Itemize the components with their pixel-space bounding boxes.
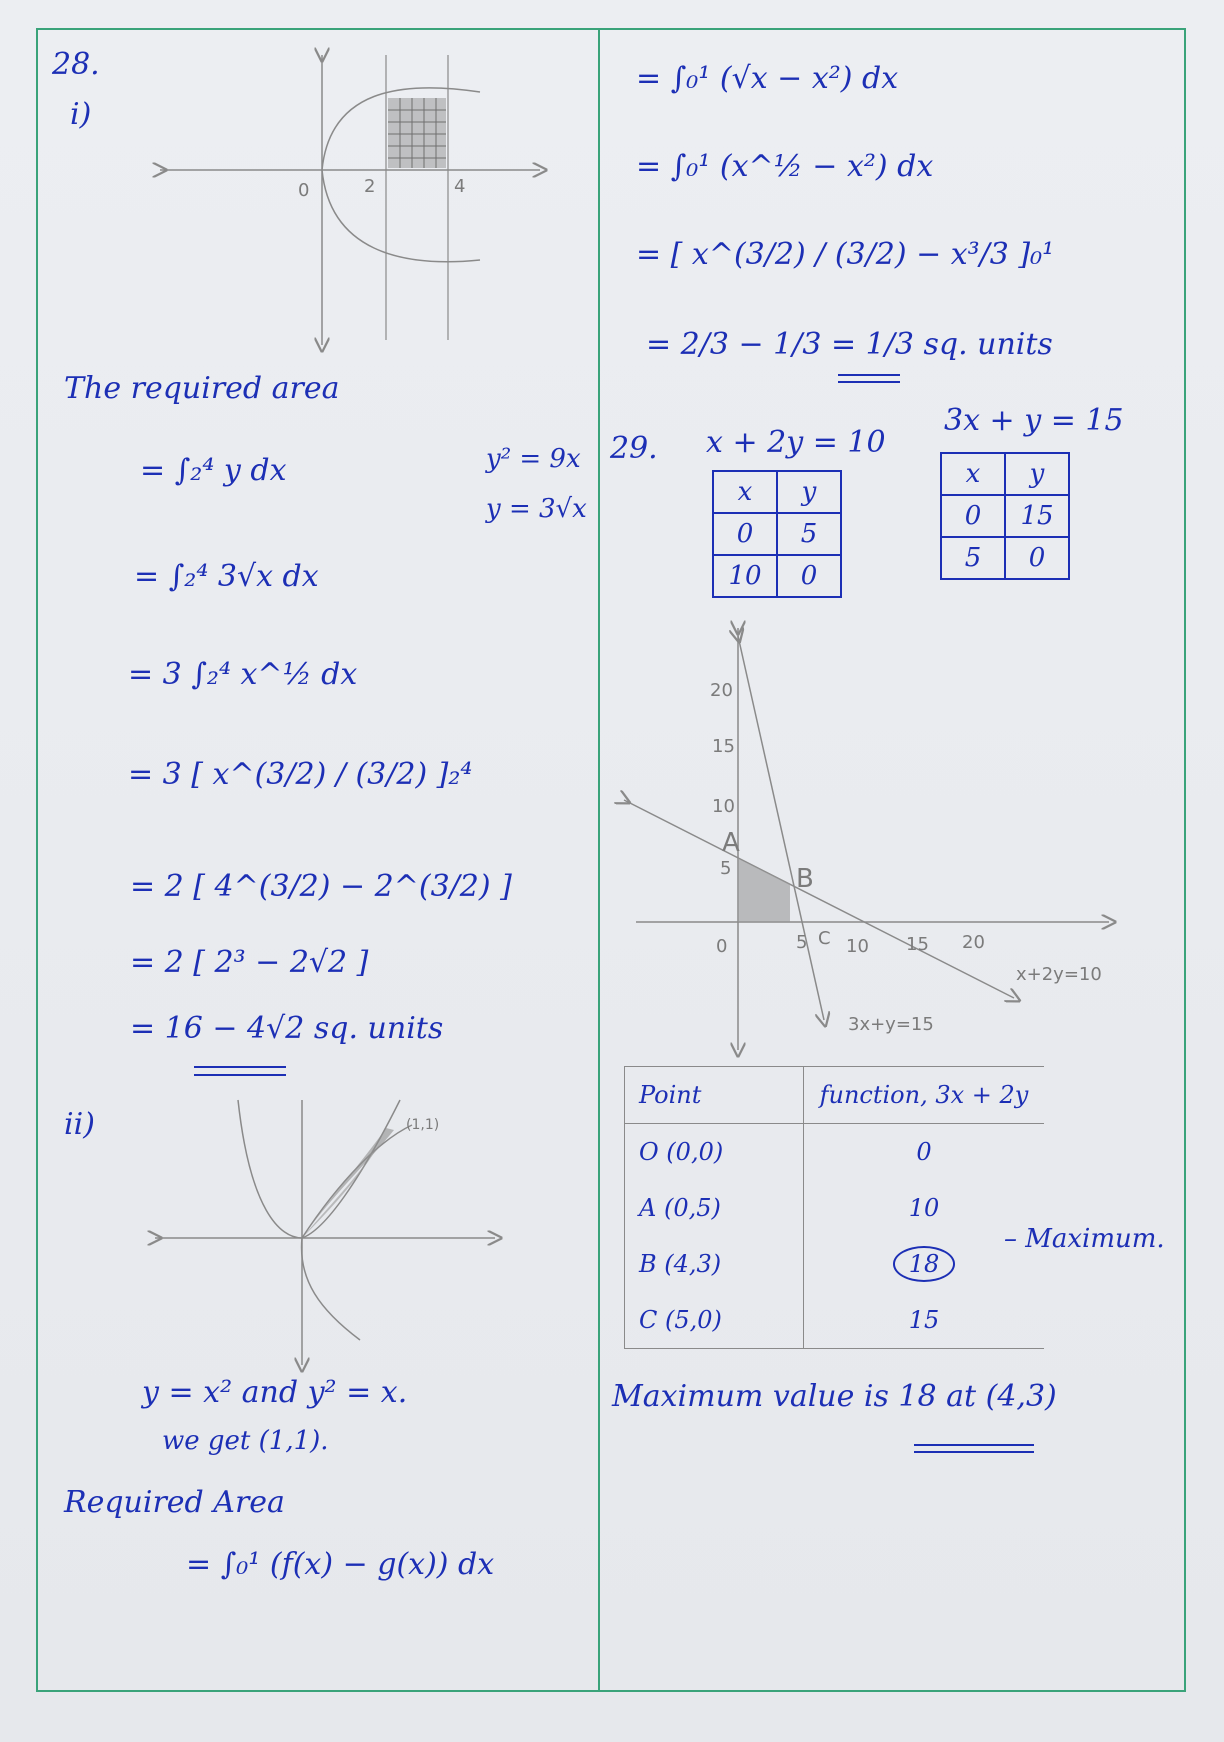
step-28-result: = 16 − 4√2 sq. units (130, 1011, 444, 1046)
values-table-1 (712, 470, 842, 598)
table1-header-x: x (713, 471, 777, 513)
frame-center-divider (598, 28, 600, 1692)
right-result-underline-1 (838, 374, 900, 376)
curves-statement: y = x² and y² = x. (142, 1375, 408, 1410)
summary-value: 0 (804, 1124, 1045, 1181)
y-tick: 20 (710, 680, 733, 701)
step-28-4: = 3 [ x^(3/2) / (3/2) ]₂⁴ (128, 757, 473, 792)
conclusion-underline-1 (914, 1444, 1034, 1446)
summary-value: 10 (804, 1180, 1045, 1236)
lpp-graph (614, 620, 1114, 1060)
graph-2-point-label: (1,1) (406, 1117, 440, 1133)
graph-1-sketch (160, 50, 550, 350)
graph-1-two-label: 2 (364, 176, 376, 197)
area-heading: The required area (64, 371, 340, 406)
point-c-label: C (818, 928, 831, 949)
result-underline-2 (194, 1074, 286, 1076)
summary-value: 15 (804, 1292, 1045, 1349)
y-tick: 15 (712, 736, 735, 757)
graph-2-sketch (150, 1080, 500, 1370)
y-tick: 5 (720, 858, 732, 879)
summary-max-value: 18 (893, 1246, 956, 1282)
integral-setup: = ∫₀¹ (f(x) − g(x)) dx (186, 1547, 495, 1582)
result-underline-1 (194, 1066, 286, 1068)
table2-cell: 0 (941, 495, 1005, 537)
table2-cell: 15 (1005, 495, 1069, 537)
conclusion-underline-2 (914, 1451, 1034, 1453)
point-b-label: B (796, 864, 814, 894)
required-area-heading: Required Area (64, 1485, 285, 1520)
summary-point: A (0,5) (625, 1180, 804, 1236)
graph-1-four-label: 4 (454, 176, 466, 197)
conclusion: Maximum value is 18 at (4,3) (612, 1379, 1057, 1414)
question-28-number: 28. (52, 47, 100, 82)
corner-point-table (624, 1066, 1044, 1349)
x-tick: 20 (962, 932, 985, 953)
point-a-label: A (722, 828, 740, 858)
table2-header-y: y (1005, 453, 1069, 495)
step-28-6: = 2 [ 2³ − 2√2 ] (130, 945, 369, 980)
frame-top-line (36, 28, 1186, 30)
table1-cell: 10 (713, 555, 777, 597)
part-i-label: i) (70, 97, 92, 132)
line-2-label: 3x+y=15 (848, 1014, 934, 1035)
summary-point: O (0,0) (625, 1124, 804, 1181)
table1-cell: 0 (777, 555, 841, 597)
step-r-result: = 2/3 − 1/3 = 1/3 sq. units (646, 327, 1053, 362)
part-ii-label: ii) (64, 1107, 95, 1142)
maximum-note: – Maximum. (1004, 1224, 1165, 1254)
summary-point: C (5,0) (625, 1292, 804, 1349)
graph-1-origin-label: 0 (298, 180, 310, 201)
frame-right-line (1184, 28, 1186, 1692)
side-note-y-squared: y² = 9x (486, 444, 581, 474)
values-table-2 (940, 452, 1070, 580)
table2-header-x: x (941, 453, 1005, 495)
equation-2: 3x + y = 15 (944, 403, 1124, 438)
step-28-3: = 3 ∫₂⁴ x^½ dx (128, 657, 358, 692)
x-tick: 15 (906, 934, 929, 955)
step-28-2: = ∫₂⁴ 3√x dx (134, 559, 319, 594)
table1-cell: 0 (713, 513, 777, 555)
intersection-statement: we get (1,1). (162, 1426, 329, 1456)
step-r-2: = ∫₀¹ (x^½ − x²) dx (636, 149, 934, 184)
question-29-number: 29. (610, 431, 658, 466)
step-28-5: = 2 [ 4^(3/2) − 2^(3/2) ] (130, 869, 512, 904)
x-tick: 5 (796, 932, 808, 953)
frame-left-line (36, 28, 38, 1692)
step-r-3: = [ x^(3/2) / (3/2) − x³/3 ]₀¹ (636, 237, 1055, 272)
table2-cell: 5 (941, 537, 1005, 579)
origin-label: 0 (716, 936, 728, 957)
step-28-1: = ∫₂⁴ y dx (140, 453, 287, 488)
right-result-underline-2 (838, 381, 900, 383)
table2-cell: 0 (1005, 537, 1069, 579)
x-tick: 10 (846, 936, 869, 957)
equation-1: x + 2y = 10 (706, 425, 886, 460)
y-tick: 10 (712, 796, 735, 817)
frame-bottom-line (36, 1690, 1186, 1692)
step-r-1: = ∫₀¹ (√x − x²) dx (636, 61, 899, 96)
summary-point: B (4,3) (625, 1236, 804, 1292)
table1-header-y: y (777, 471, 841, 513)
summary-header-point: Point (625, 1067, 804, 1124)
line-1-label: x+2y=10 (1016, 964, 1102, 985)
table1-cell: 5 (777, 513, 841, 555)
side-note-y-root: y = 3√x (486, 494, 587, 524)
summary-header-function: function, 3x + 2y (804, 1067, 1045, 1124)
